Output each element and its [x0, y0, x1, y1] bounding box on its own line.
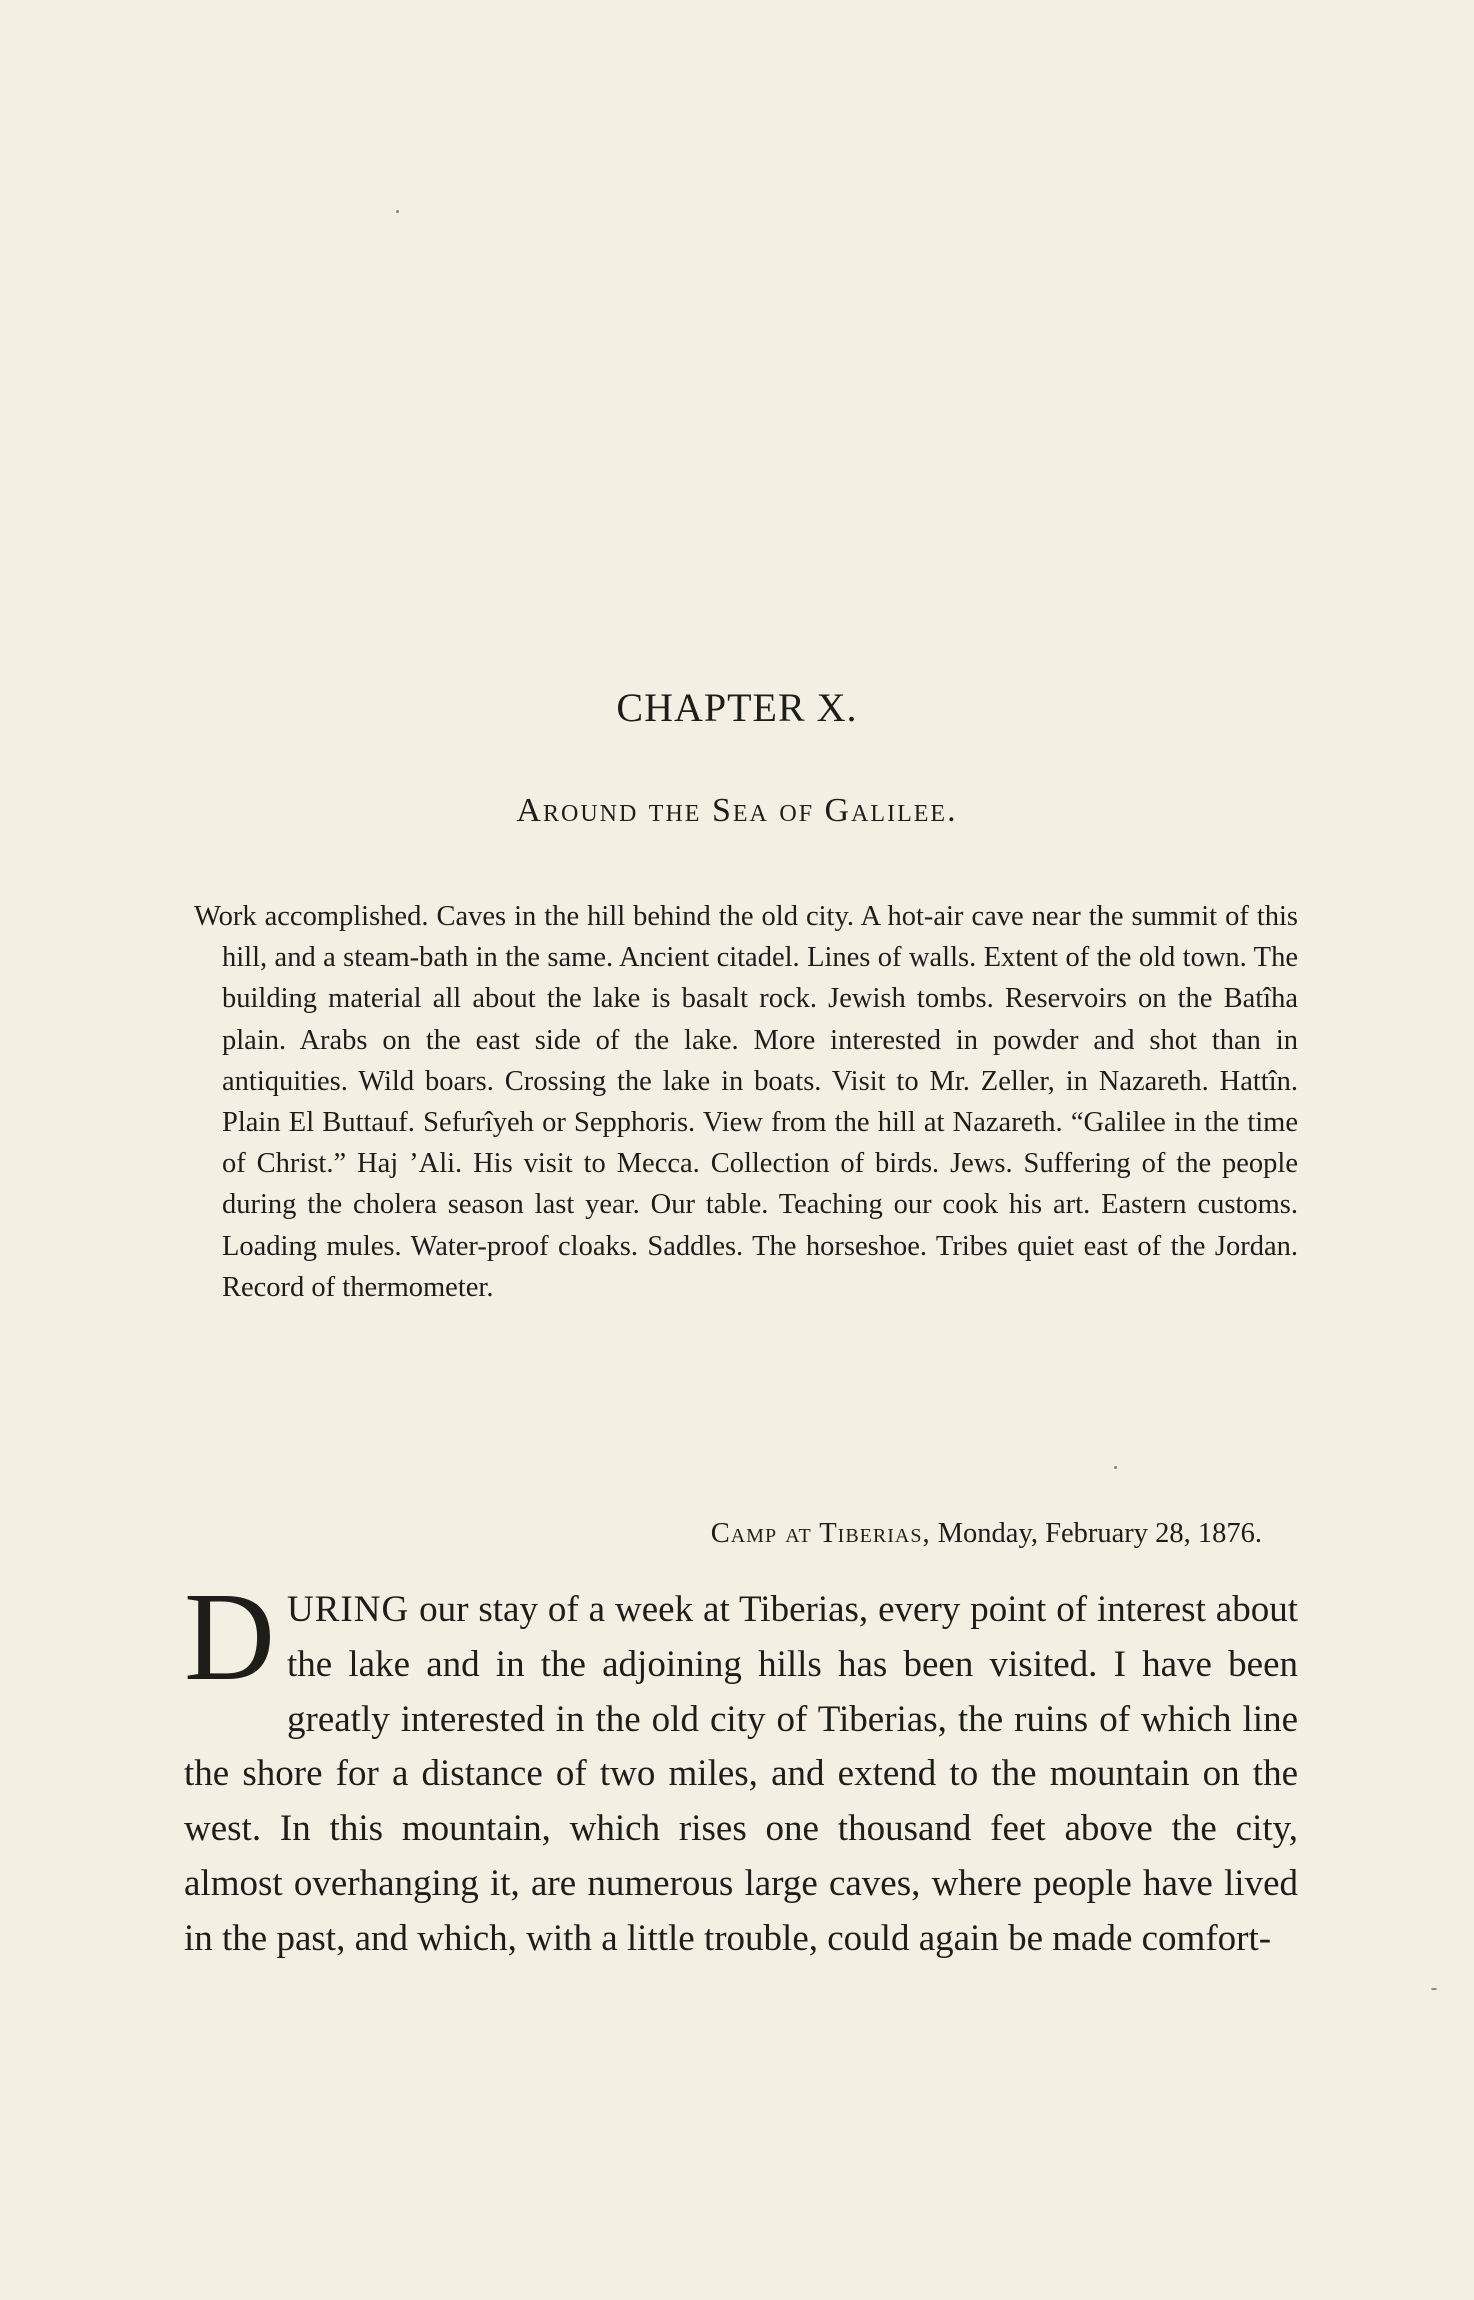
paper-speck [396, 210, 399, 213]
dateline [0, 1518, 1262, 1550]
paper-speck [1431, 1988, 1437, 1990]
body-paragraph [184, 1568, 1299, 1967]
dateline-date: Monday, February 28, 1876. [937, 1518, 1262, 1549]
body-text: our stay of a week at Tiberias, every point of interest about the lake and in the adjoining hills has been visited. I have been greatly interested in the old city of Tiberias, the ruins of which line the shore for a distance of two miles, and extend to the mountain on the west. In this mountain, which rises one thousand feet above the city, almost overhanging it, are numerous large caves, where people have lived in the past, and which, with a little trouble, could again be made comfort- [184, 1589, 1299, 1959]
chapter-synopsis: Work accomplished. Caves in the hill behind the old city. A hot-air cave near the summit of this hill, and a steam-bath in the same. Ancient citadel. Lines of walls. Extent of the old town. The building material all about the lake is basalt rock. Jewish tombs. Reservoirs on the Batîha plain. Arabs on the east side of the lake. More interested in powder and shot than in antiquities. Wild boars. Crossing the lake in boats. Visit to Mr. Zeller, in Nazareth. Hattîn. Plain El Buttauf. Sefurîyeh or Sepphoris. View from the hill at Nazareth. “Galilee in the time of Christ.” Haj ’Ali. His visit to Mecca. Collection of birds. Jews. Suffering of the people during the cholera season last year. Our table. Teaching our cook his art. Eastern customs. Loading mules. Water-proof cloaks. Saddles. The horseshoe. Tribes quiet east of the Jordan. Record of thermometer. [194, 901, 1298, 1303]
drop-cap: D [184, 1568, 275, 1707]
dateline-place: Camp at Tiberias, [710, 1518, 931, 1549]
chapter-heading: CHAPTER X. [616, 685, 858, 730]
chapter-title: Around the Sea of Galilee. [516, 792, 958, 829]
lead-word: URING [287, 1589, 410, 1630]
paper-speck [1114, 1466, 1117, 1469]
